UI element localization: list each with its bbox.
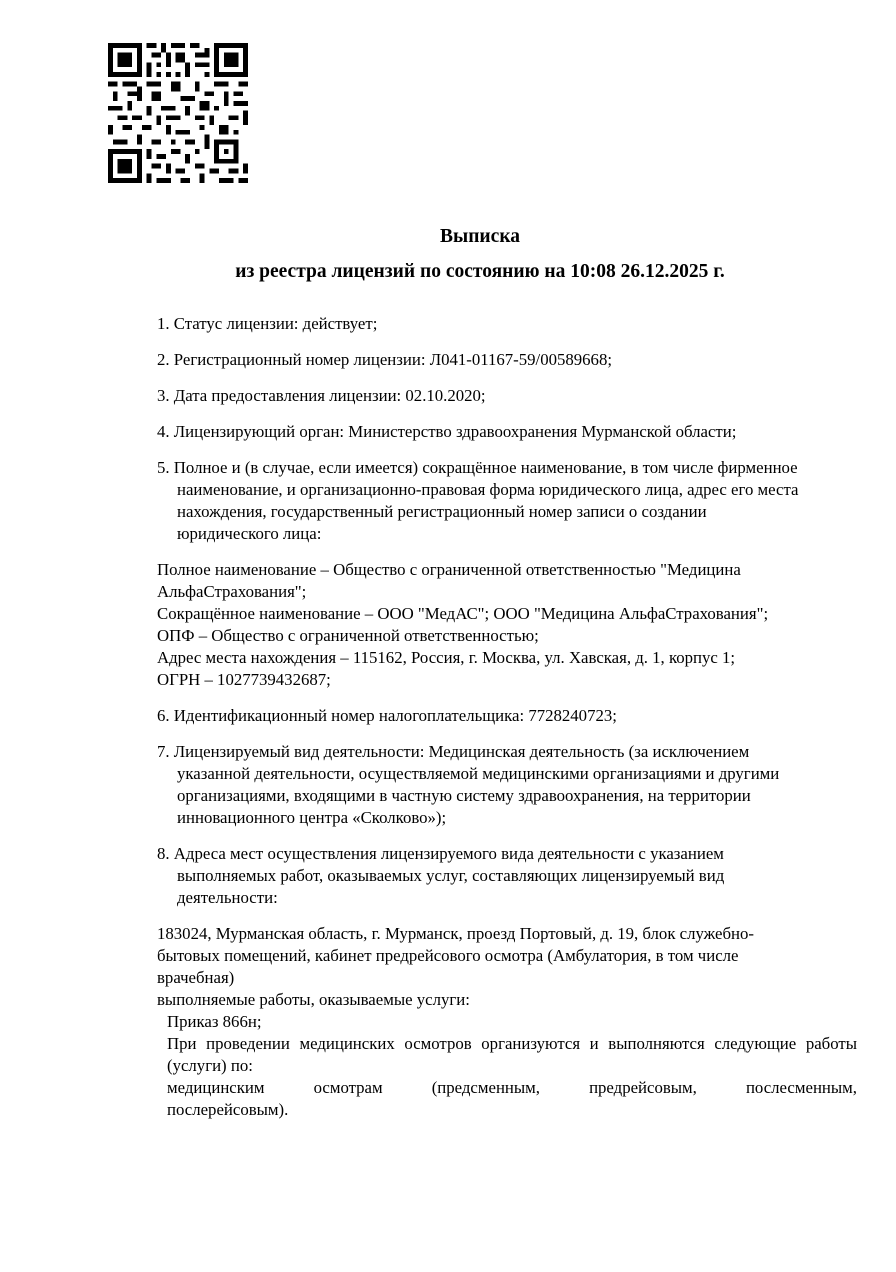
item-text: 8. Адреса мест осуществления лицензируемого вида деятельности с указанием <box>157 844 724 863</box>
item-activity-addresses <box>157 843 857 909</box>
item-inn <box>157 705 857 727</box>
item-text-continued: деятельности: <box>177 888 278 907</box>
item-licensing-authority <box>157 421 857 443</box>
document-subtitle: из реестра лицензий по состоянию на 10:08 26.12.2025 г. <box>235 261 725 282</box>
item-text: 3. Дата предоставления лицензии: 02.10.2020; <box>157 386 486 405</box>
document-title: Выписка <box>439 226 521 247</box>
item-text-continued: указанной деятельности, осуществляемой медицинскими организациями и другими <box>177 764 780 783</box>
item-text: 1. Статус лицензии: действует; <box>157 314 378 333</box>
item-registration-number <box>157 349 857 371</box>
medical-exams-line: медицинским осмотрам (предсменным, предрейсовым, послесменным, <box>167 1078 857 1097</box>
item-organization-heading <box>157 457 857 545</box>
item-text-continued: организациями, входящими в частную систему здравоохранения, на территории <box>177 786 751 805</box>
org-ogrn: ОГРН – 1027739432687; <box>157 670 331 689</box>
location-address-continued: врачебная) <box>157 968 235 987</box>
org-full-name-continued: АльфаСтрахования"; <box>157 582 307 601</box>
activity-location <box>157 923 857 1121</box>
services-text: При проведении медицинских осмотров организуются и выполняются следующие работы (услуги) по: <box>167 1034 857 1075</box>
org-address: Адрес места нахождения – 115162, Россия, г. Москва, ул. Хавская, д. 1, корпус 1; <box>157 648 736 667</box>
location-address-continued: бытовых помещений, кабинет предрейсового осмотра (Амбулатория, в том числе <box>157 946 739 965</box>
org-legal-form: ОПФ – Общество с ограниченной ответственностью; <box>157 626 539 645</box>
item-text-continued: выполняемых работ, оказываемых услуг, составляющих лицензируемый вид <box>177 866 725 885</box>
item-text: 6. Идентификационный номер налогоплательщика: 7728240723; <box>157 706 617 725</box>
qr-code <box>108 43 248 183</box>
item-text-continued: нахождения, государственный регистрационный номер записи о создании <box>177 502 707 521</box>
item-activity-type <box>157 741 857 829</box>
item-license-status <box>157 313 857 335</box>
item-license-date <box>157 385 857 407</box>
order-reference: Приказ 866н; <box>167 1012 262 1031</box>
services-label: выполняемые работы, оказываемые услуги: <box>157 990 470 1009</box>
org-short-name: Сокращённое наименование – ООО "МедАС"; ООО "Медицина АльфаСтрахования"; <box>157 604 769 623</box>
document-body <box>157 313 857 1135</box>
item-text: 5. Полное и (в случае, если имеется) сокращённое наименование, в том числе фирменное <box>157 458 798 477</box>
item-text-continued: наименование, и организационно-правовая форма юридического лица, адрес его места <box>177 480 799 499</box>
medical-exams-line-continued: послерейсовым). <box>167 1100 289 1119</box>
organization-details <box>157 559 857 691</box>
location-address: 183024, Мурманская область, г. Мурманск, проезд Портовый, д. 19, блок служебно- <box>157 924 754 943</box>
qr-code-icon <box>108 43 248 183</box>
item-text-continued: юридического лица: <box>177 524 322 543</box>
item-text-continued: инновационного центра «Сколково»); <box>177 808 447 827</box>
item-text: 4. Лицензирующий орган: Министерство здравоохранения Мурманской области; <box>157 422 737 441</box>
item-text: 7. Лицензируемый вид деятельности: Медицинская деятельность (за исключением <box>157 742 750 761</box>
item-text: 2. Регистрационный номер лицензии: Л041-01167-59/00589668; <box>157 350 613 369</box>
org-full-name: Полное наименование – Общество с ограниченной ответственностью "Медицина <box>157 560 741 579</box>
